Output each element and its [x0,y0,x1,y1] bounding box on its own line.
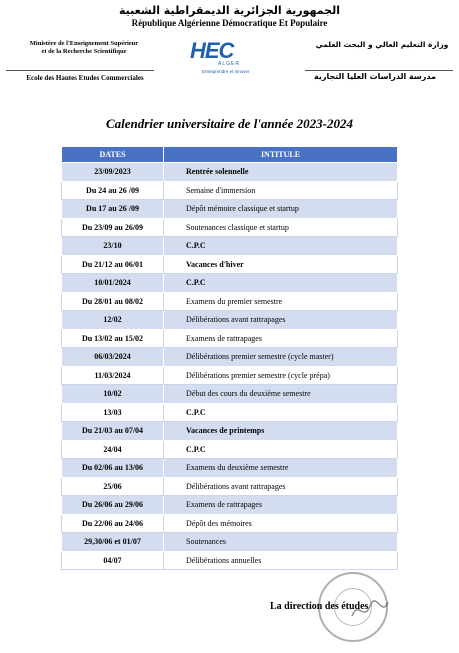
table-row [62,200,398,219]
table-row [62,385,398,404]
row-intitule: Vacances de printemps [164,422,398,441]
header-divider-right [305,70,453,71]
table-row [62,348,398,367]
logo-name: HEC [190,38,234,63]
school-name-french: Ecole des Hautes Etudes Commerciales [26,74,144,82]
row-intitule: Examens du premier semestre [164,292,398,311]
row-date: 29,30/06 et 01/07 [62,533,164,552]
header-divider-left [6,70,154,71]
row-date: Du 02/06 au 13/06 [62,459,164,478]
column-header-dates: DATES [62,147,164,163]
logo-city: ALGER [218,61,240,67]
hec-logo [180,38,280,82]
row-intitule: Soutenances classique et startup [164,218,398,237]
row-date: Du 28/01 au 08/02 [62,292,164,311]
row-intitule: Délibérations premier semestre (cycle prépa) [164,366,398,385]
table-row [62,311,398,330]
table-row [62,181,398,200]
row-intitule: Examens de rattrapages [164,329,398,348]
document-title: Calendrier universitaire de l'année 2023-2024 [106,116,353,131]
row-intitule: C.P.C [164,440,398,459]
table-row [62,237,398,256]
ministry-french [14,40,154,56]
row-date: 12/02 [62,311,164,330]
row-intitule: Soutenances [164,533,398,552]
table-row [62,255,398,274]
row-intitule: Délibérations avant rattrapages [164,477,398,496]
row-date: 25/06 [62,477,164,496]
republic-arabic: الجمهورية الجزائرية الديمقراطية الشعبية [119,4,340,17]
row-date: 06/03/2024 [62,348,164,367]
signature-label: La direction des études [270,601,369,612]
table-row [62,440,398,459]
row-date: Du 22/06 au 24/06 [62,514,164,533]
logo-tagline: Entreprendre et Innover [202,69,250,74]
row-date: Du 21/03 au 07/04 [62,422,164,441]
row-intitule: Délibérations annuelles [164,551,398,570]
table-row [62,533,398,552]
row-date: 13/03 [62,403,164,422]
row-intitule: C.P.C [164,237,398,256]
row-intitule: Début des cours du deuxième semestre [164,385,398,404]
table-row [62,403,398,422]
table-row [62,459,398,478]
row-date: 11/03/2024 [62,366,164,385]
table-row [62,496,398,515]
row-intitule: Examens du deuxième semestre [164,459,398,478]
table-row [62,477,398,496]
row-date: 24/04 [62,440,164,459]
row-date: Du 23/09 au 26/09 [62,218,164,237]
republic-french: République Algérienne Démocratique Et Populaire [131,18,328,28]
row-intitule: Délibérations premier semestre (cycle master) [164,348,398,367]
ministry-french-line1: Ministère de l'Enseignement Supérieur [29,40,139,47]
row-date: 23/10 [62,237,164,256]
row-intitule: Dépôt mémoire classique et startup [164,200,398,219]
table-row [62,163,398,182]
row-intitule: C.P.C [164,403,398,422]
column-header-intitule: INTITULE [164,147,398,163]
row-intitule: Rentrée solennelle [164,163,398,182]
table-row [62,218,398,237]
table-row [62,422,398,441]
row-date: Du 17 au 26 /09 [62,200,164,219]
table-header-row [62,147,398,163]
table-row [62,366,398,385]
table-row [62,514,398,533]
row-intitule: Examens de rattrapages [164,496,398,515]
row-intitule: Semaine d'immersion [164,181,398,200]
school-name-arabic: مدرسة الدراسات العليا التجارية [314,72,436,81]
calendar-table [61,146,398,570]
table-row [62,329,398,348]
row-date: 10/02 [62,385,164,404]
table-row [62,551,398,570]
row-date: Du 21/12 au 06/01 [62,255,164,274]
row-date: Du 13/02 au 15/02 [62,329,164,348]
row-date: 04/07 [62,551,164,570]
table-row [62,274,398,293]
row-date: Du 24 au 26 /09 [62,181,164,200]
row-intitule: Vacances d'hiver [164,255,398,274]
row-intitule: Délibérations avant rattrapages [164,311,398,330]
row-date: 23/09/2023 [62,163,164,182]
table-row [62,292,398,311]
row-intitule: C.P.C [164,274,398,293]
row-date: 10/01/2024 [62,274,164,293]
row-date: Du 26/06 au 29/06 [62,496,164,515]
ministry-arabic: وزارة التعليم العالي و البحث العلمي [315,40,449,49]
ministry-french-line2: et de la Recherche Scientifique [41,48,127,55]
row-intitule: Dépôt des mémoires [164,514,398,533]
